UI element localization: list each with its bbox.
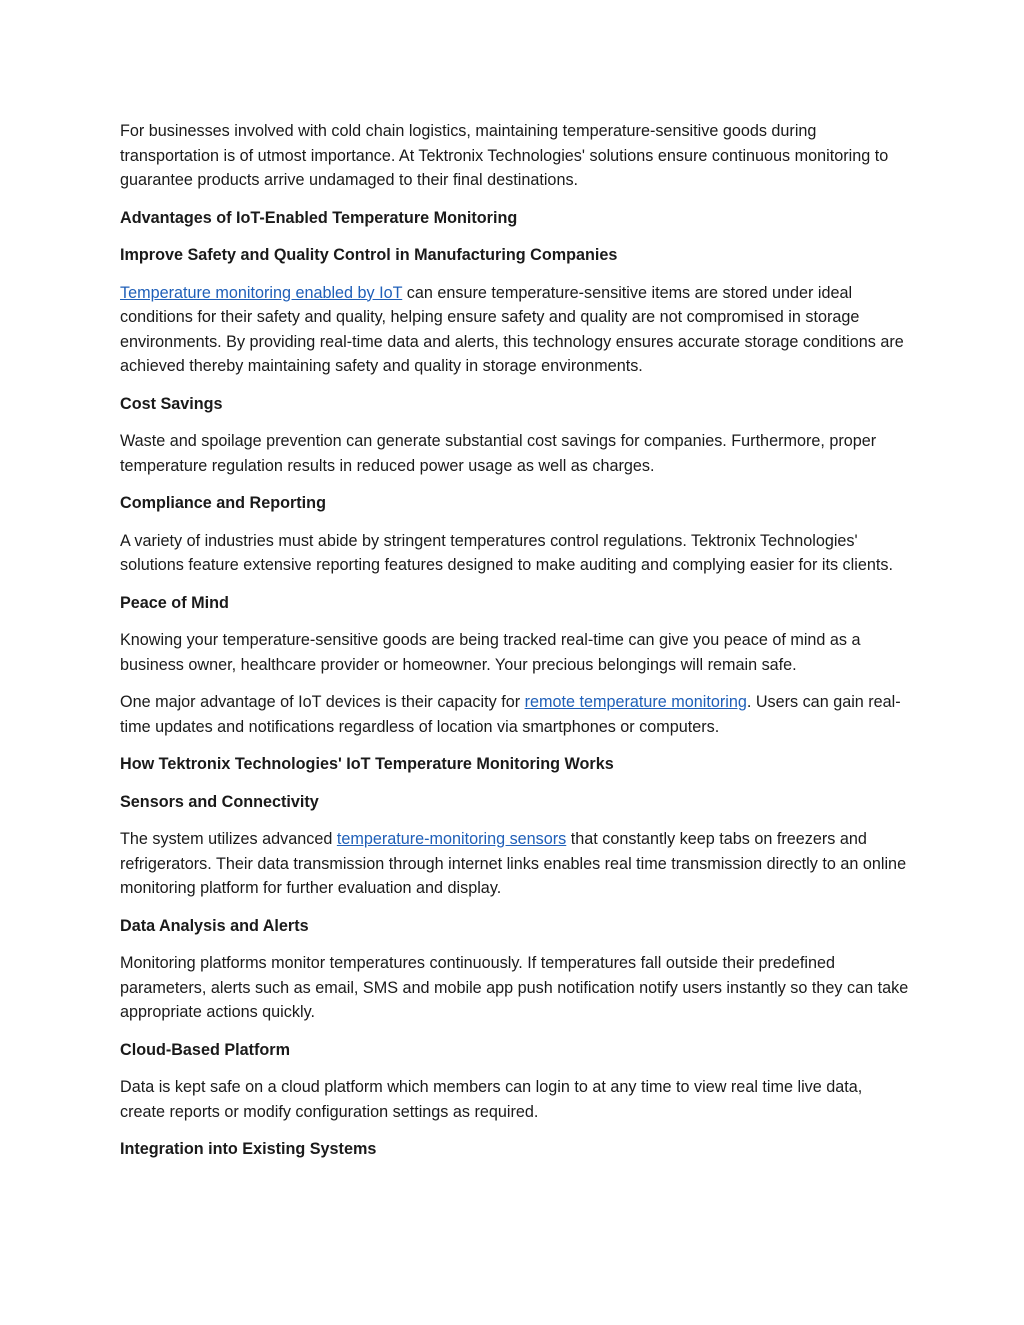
cloud-platform-paragraph: Data is kept safe on a cloud platform which members can login to at any time to view real time live data, create reports or modify configuration settings as required. [120,1078,863,1121]
how-it-works-heading: How Tektronix Technologies' IoT Temperature Monitoring Works [120,755,614,773]
sensors-text-before: The system utilizes advanced [120,830,337,848]
integration-heading: Integration into Existing Systems [120,1140,377,1158]
temperature-monitoring-sensors-link[interactable]: temperature-monitoring sensors [336,830,567,848]
remote-text-after: . Users can gain real-time updates and notifications regardless of location via smartphones or computers. [120,693,901,736]
safety-heading: Improve Safety and Quality Control in Manufacturing Companies [120,246,618,264]
cost-savings-heading: Cost Savings [120,394,223,413]
peace-of-mind-paragraph: Knowing your temperature-sensitive goods are being tracked real-time can give you peace of mind as a business owner, healthcare provider or homeowner. Your precious belongings will remain safe. [120,631,861,674]
sensors-text-after: that constantly keep tabs on freezers and refrigerators. Their data transmission through internet links enables real time transmission directly to an online monitoring platform for further evaluation and display. [120,830,907,897]
sensors-heading: Sensors and Connectivity [120,792,319,811]
remote-monitoring-paragraph [120,690,910,739]
peace-of-mind-heading: Peace of Mind [120,593,229,612]
iot-temperature-monitoring-link[interactable]: Temperature monitoring enabled by IoT [120,283,403,302]
intro-paragraph: For businesses involved with cold chain logistics, maintaining temperature-sensitive goods during transportation is of utmost importance. At Tektronix Technologies' solutions ensure continuous monitoring to guarantee products arrive undamaged to their final destinations. [120,122,889,189]
data-analysis-paragraph: Monitoring platforms monitor temperatures continuously. If temperatures fall outside their predefined parameters, alerts such as email, SMS and mobile app push notification notify users instantly so they can take appropriate actions quickly. [120,954,909,1021]
remote-text-before: One major advantage of IoT devices is their capacity for [120,693,525,711]
data-analysis-heading: Data Analysis and Alerts [120,916,309,935]
remote-temperature-monitoring-link[interactable]: remote temperature monitoring [524,693,747,711]
safety-paragraph [120,281,910,379]
compliance-heading: Compliance and Reporting [120,494,326,512]
compliance-paragraph: A variety of industries must abide by stringent temperatures control regulations. Tektronix Technologies' solutions feature extensive reporting features designed to make auditing and complying easier for its clients. [120,531,893,574]
cost-savings-paragraph: Waste and spoilage prevention can generate substantial cost savings for companies. Furthermore, proper temperature regulation results in reduced power usage as well as charges. [120,432,877,475]
cloud-platform-heading: Cloud-Based Platform [120,1040,290,1059]
safety-text: can ensure temperature-sensitive items are stored under ideal conditions for their safety and quality, helping ensure safety and quality are not compromised in storage environments. By providing real-time data and alerts, this technology ensures accurate storage conditions are achieved thereby maintaining safety and quality in storage environments. [120,283,904,375]
advantages-heading: Advantages of IoT-Enabled Temperature Monitoring [120,208,518,227]
document-page [120,119,910,1175]
sensors-paragraph [120,827,910,901]
